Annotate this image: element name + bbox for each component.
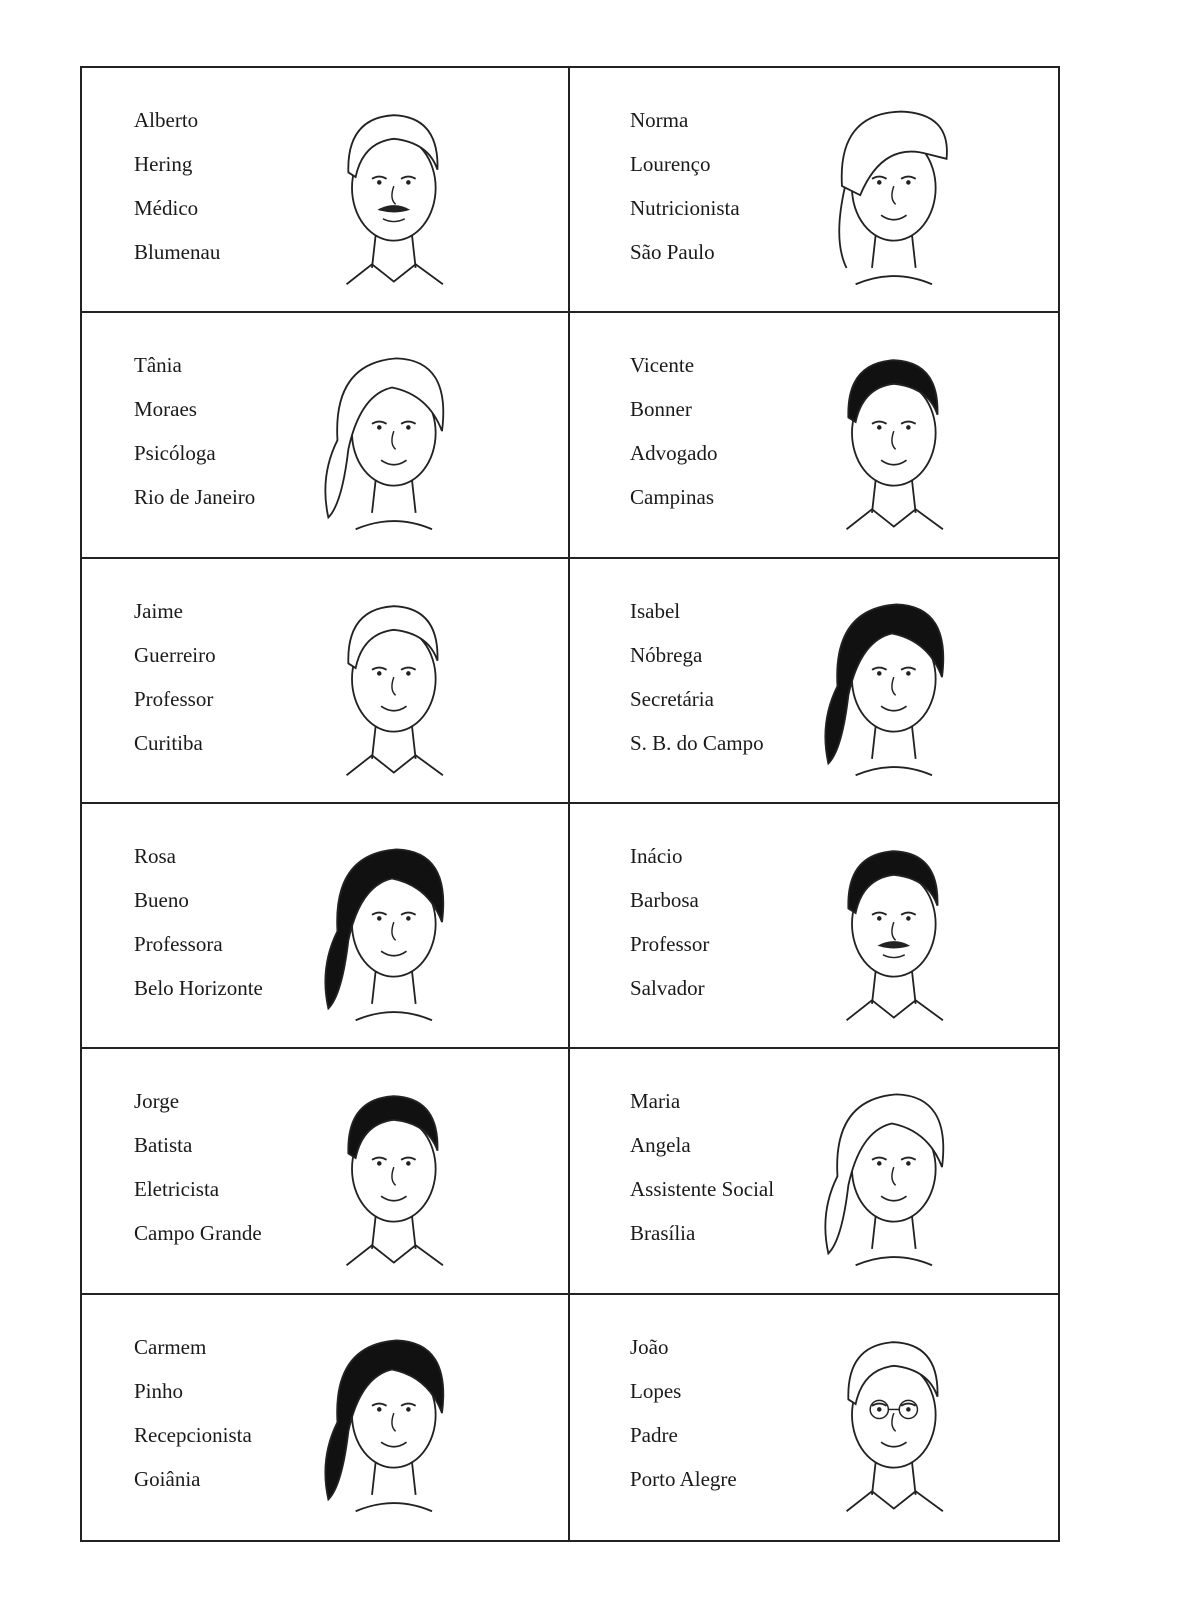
- last-name: Pinho: [134, 1378, 184, 1403]
- first-name: João: [630, 1334, 669, 1359]
- profession: Assistente Social: [630, 1177, 775, 1202]
- woman-ponytail-profile-portrait: [792, 567, 992, 789]
- last-name: Batista: [134, 1133, 193, 1158]
- person-info: [134, 98, 220, 274]
- profession: Professora: [134, 931, 223, 956]
- people-card-grid: [80, 66, 1060, 1542]
- first-name: Jaime: [134, 598, 183, 623]
- person-card: [82, 1295, 570, 1540]
- person-info: [134, 589, 216, 765]
- person-info: [630, 343, 718, 519]
- person-info: [630, 1325, 737, 1501]
- last-name: Bonner: [630, 397, 692, 422]
- city: Curitiba: [134, 730, 203, 755]
- profession: Professor: [134, 686, 214, 711]
- city: Belo Horizonte: [134, 975, 263, 1000]
- first-name: Carmem: [134, 1334, 207, 1359]
- woman-curly-hair-pearls-portrait: [792, 1057, 992, 1279]
- last-name: Hering: [134, 152, 193, 176]
- person-card: [82, 804, 570, 1049]
- last-name: Lopes: [630, 1378, 682, 1403]
- first-name: Rosa: [134, 843, 176, 868]
- old-man-glasses-portrait: [792, 1303, 992, 1525]
- person-card: [82, 1049, 570, 1294]
- first-name: Alberto: [134, 108, 199, 132]
- person-info: [134, 834, 263, 1010]
- city: Brasília: [630, 1221, 696, 1246]
- person-info: [630, 98, 740, 274]
- profession: Padre: [630, 1422, 678, 1447]
- person-info: [134, 1325, 252, 1501]
- woman-headscarf-profile-portrait: [792, 76, 992, 298]
- last-name: Barbosa: [630, 887, 699, 912]
- person-info: [134, 1079, 262, 1255]
- last-name: Bueno: [134, 887, 189, 912]
- woman-bun-looking-up-portrait: [292, 321, 492, 543]
- city: Blumenau: [134, 240, 221, 264]
- person-card: [570, 313, 1058, 558]
- profession: Secretária: [630, 686, 714, 711]
- first-name: Tânia: [134, 353, 182, 378]
- woman-long-dark-hair-portrait: [292, 1303, 492, 1525]
- first-name: Inácio: [630, 843, 683, 868]
- first-name: Norma: [630, 108, 689, 132]
- person-card: [82, 313, 570, 558]
- man-dark-hair-tie-portrait: [792, 321, 992, 543]
- last-name: Lourenço: [630, 152, 711, 176]
- person-card: [570, 1049, 1058, 1294]
- person-card: [82, 68, 570, 313]
- city: Goiânia: [134, 1466, 201, 1491]
- person-card: [570, 559, 1058, 804]
- first-name: Jorge: [134, 1089, 180, 1114]
- woman-flowers-in-hair-portrait: [292, 812, 492, 1034]
- city: São Paulo: [630, 240, 715, 264]
- person-info: [134, 343, 255, 519]
- person-info: [630, 834, 709, 1010]
- person-card: [82, 559, 570, 804]
- profession: Médico: [134, 196, 199, 220]
- last-name: Angela: [630, 1133, 691, 1158]
- first-name: Isabel: [630, 598, 681, 623]
- city: Rio de Janeiro: [134, 485, 256, 510]
- profession: Psicóloga: [134, 441, 216, 466]
- first-name: Maria: [630, 1089, 681, 1114]
- last-name: Moraes: [134, 397, 197, 422]
- city: Campo Grande: [134, 1221, 262, 1246]
- profession: Recepcionista: [134, 1422, 252, 1447]
- last-name: Nóbrega: [630, 642, 703, 667]
- person-card: [570, 804, 1058, 1049]
- man-turtleneck-smiling-portrait: [292, 567, 492, 789]
- last-name: Guerreiro: [134, 642, 216, 667]
- person-info: [630, 589, 764, 765]
- city: S. B. do Campo: [630, 730, 764, 755]
- city: Porto Alegre: [630, 1466, 737, 1491]
- city: Campinas: [630, 485, 714, 510]
- profession: Nutricionista: [630, 196, 740, 220]
- man-sideburns-mustache-portrait: [792, 812, 992, 1034]
- profession: Eletricista: [134, 1177, 220, 1202]
- person-card: [570, 68, 1058, 313]
- person-card: [570, 1295, 1058, 1540]
- man-curly-hair-mustache-portrait: [292, 76, 492, 298]
- man-smiling-dark-hair-portrait: [292, 1057, 492, 1279]
- person-info: [630, 1079, 774, 1255]
- city: Salvador: [630, 975, 705, 1000]
- first-name: Vicente: [630, 353, 695, 378]
- profession: Advogado: [630, 441, 718, 466]
- profession: Professor: [630, 931, 710, 956]
